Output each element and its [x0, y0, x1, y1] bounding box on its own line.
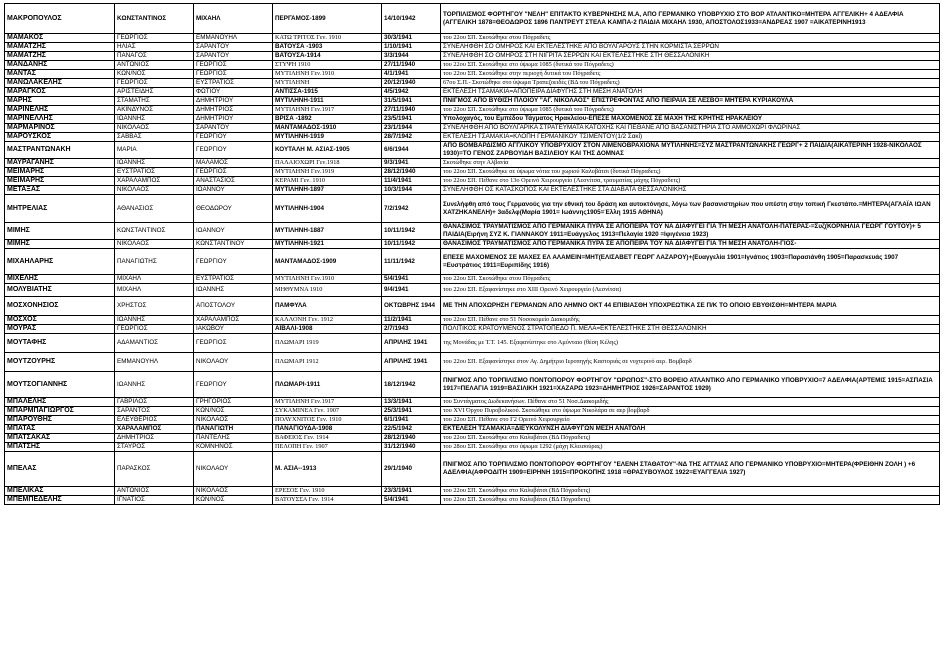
- first-name-cell: ΑΝΤΩΝΙΟΣ: [115, 487, 194, 496]
- description-cell: του 22ου ΣΠ. Εξαφανίστηκε στον Αγ. Δημήτριο Ιεροπηγής Καστοριάς σε νυχτερινό αερ. Βομβαρδ: [441, 353, 940, 372]
- table-row: [5, 443, 940, 452]
- first-name-cell: ΙΩΑΝΝΗΣ: [115, 316, 194, 325]
- date-cell: 6/1/1941: [382, 416, 441, 425]
- father-name-cell: ΠΑΝΤΕΛΗΣ: [194, 434, 273, 443]
- description-cell: ΠΝΙΓΜΟΣ ΑΠΟ ΤΟΡΠΙΛΙΣΜΟ ΠΟΝΤΟΠΟΡΟΥ ΦΟΡΤΗΓΟΥ "ΩΡΩΠΟΣ"-ΣΤΟ ΒΟΡΕΙΟ ΑΤΛΑΝΤΙΚΟ ΑΠΟ ΓΕΡΜΑΝΙΚΟ ΥΠΟΒΡΥΧΙΟ=7 ΑΔΕΛΦΙΑ(ΑΡΤΕΜΙΣ 1915=ΑΣΠΑΣΙΑ 1917=ΠΕΛΑΓΙΑ 1919=ΒΑΣΙΛΙΚΗ 1921=ΧΑΖΑΡΩ 1923=ΔΗΜΗΤΡΙΟΣ 1926=ΣΑΡΑΝΤΟΣ 1929): [441, 372, 940, 398]
- birthplace-cell: ΜΗΘΥΜΝΑ 1910: [273, 284, 382, 297]
- table-row: [5, 434, 940, 443]
- father-name-cell: ΓΕΩΡΓΙΟΣ: [194, 168, 273, 177]
- surname-cell: ΜΑΡΙΝΕΛΗΣ: [5, 106, 115, 115]
- birthplace-cell: ΚΕΡΑΜΙ Γεν. 1910: [273, 177, 382, 186]
- description-cell: του 22ου ΣΠ. Σκοτώθηκε στου Πόγραδετς: [441, 34, 940, 43]
- father-name-cell: ΓΕΩΡΓΙΟΥ: [194, 249, 273, 275]
- surname-cell: ΜΗΤΡΕΛΙΑΣ: [5, 195, 115, 223]
- description-cell: ΠΟΛΙΤΙΚΟΣ ΚΡΑΤΟΥΜΕΝΟΣ ΣΤΡΑΤΟΠΕΔΟ Π. ΜΕΛΑ=ΕΚΤΕΛΕΣΤΗΚΕ ΣΤΗ ΘΕΣΣΑΛΟΝΙΚΗ: [441, 325, 940, 334]
- birthplace-cell: ΒΑΤΟΥΣΑ-1914: [273, 52, 382, 61]
- father-name-cell: ΓΕΩΡΓΙΟΣ: [194, 70, 273, 79]
- description-cell: ΜΕ ΤΗΝ ΑΠΟΧΩΡΗΣΗ ΓΕΡΜΑΝΩΝ ΑΠΟ ΛΗΜΝΟ ΟΚΤ 44 ΕΠΙΒΙΑΣΘΗ ΥΠΟΧΡΕΩΤΙΚΑ ΣΕ Π/Κ ΤΟ ΟΠΟΙΟ ΕΒΥΘΙΣΘΗ=ΜΗΤΕΡΑ ΜΑΡΙΑ: [441, 297, 940, 316]
- first-name-cell: ΓΕΩΡΓΙΟΣ: [115, 34, 194, 43]
- surname-cell: ΜΑΡΟΥΣΚΟΣ: [5, 133, 115, 142]
- date-cell: 31/5/1941: [382, 97, 441, 106]
- birthplace-cell: ΠΛΩΜΑΡΙ 1919: [273, 334, 382, 353]
- description-cell: του 22ου ΣΠ. Σκοτώθηκε στου Πόγραδετς: [441, 275, 940, 284]
- first-name-cell: ΝΙΚΟΛΑΟΣ: [115, 240, 194, 249]
- table-row: [5, 297, 940, 316]
- table-row: [5, 452, 940, 487]
- birthplace-cell: ΜΥΤΙΛΗΝΗ Γεν.1917: [273, 398, 382, 407]
- father-name-cell: ΓΕΩΡΓΙΟΥ: [194, 133, 273, 142]
- first-name-cell: ΑΘΑΝΑΣΙΟΣ: [115, 195, 194, 223]
- birthplace-cell: ΜΥΤΙΛΗΝΗ-1904: [273, 195, 382, 223]
- father-name-cell: ΝΙΚΟΛΑΟΥ: [194, 452, 273, 487]
- description-cell: του 22ου ΣΠ. Σκοτώθηκε στο ύψωμα 1085 (δυτικά του Πόγραδετς): [441, 61, 940, 70]
- description-cell: του 22ου ΣΠ. Σκοτώθηκε στο ύψωμα 1085 (δυτικά του Πόγραδετς): [441, 106, 940, 115]
- birthplace-cell: ΜΥΤΙΛΗΝΗ-1897: [273, 186, 382, 195]
- date-cell: 7/2/1942: [382, 195, 441, 223]
- surname-cell: ΜΠΕΜΠΕΔΕΛΗΣ: [5, 496, 115, 505]
- birthplace-cell: ΜΥΤΙΛΗΝΗ-1919: [273, 133, 382, 142]
- father-name-cell: ΧΑΡΑΛΑΜΠΟΣ: [194, 316, 273, 325]
- birthplace-cell: ΜΥΤΙΛΗΝΗ-1921: [273, 240, 382, 249]
- surname-cell: ΜΑΝΩΛΑΚΕΛΗΣ: [5, 79, 115, 88]
- birthplace-cell: ΜΥΤΙΛΗΝΗ-1911: [273, 97, 382, 106]
- first-name-cell: ΚΩΝ/ΝΟΣ: [115, 70, 194, 79]
- father-name-cell: ΑΝΑΣΤΑΣΙΟΣ: [194, 177, 273, 186]
- father-name-cell: ΕΜΜΑΝΟΥΗΛ: [194, 34, 273, 43]
- date-cell: 27/11/1940: [382, 106, 441, 115]
- date-cell: 11/2/1941: [382, 316, 441, 325]
- father-name-cell: ΙΑΚΩΒΟΥ: [194, 325, 273, 334]
- table-row: [5, 353, 940, 372]
- father-name-cell: ΚΟΜΝΗΝΟΣ: [194, 443, 273, 452]
- table-row: [5, 177, 940, 186]
- date-cell: 28/12/1940: [382, 434, 441, 443]
- first-name-cell: ΑΡΙΣΤΕΙΔΗΣ: [115, 88, 194, 97]
- surname-cell: ΜΑΚΡΟΠΟΥΛΟΣ: [5, 4, 115, 34]
- date-cell: ΑΠΡΙΛΗΣ 1941: [382, 334, 441, 353]
- table-row: [5, 316, 940, 325]
- description-cell: ΣΥΝΕΛΗΦΘΗ ΟΣ ΚΑΤΑΣΚΟΠΟΣ ΚΑΙ ΕΚΤΕΛΕΣΤΗΚΕ ΣΤΑ ΔΙΑΒΑΤΑ ΘΕΣΣΑΛΟΝΙΚΗΣ: [441, 186, 940, 195]
- birthplace-cell: ΜΥΤΙΛΗΝΗ Γεν.1917: [273, 106, 382, 115]
- description-cell: του 22ου ΣΠ. Πέθανε στο 51 Νοσοκομείο Διακομιδής: [441, 316, 940, 325]
- father-name-cell: ΦΩΤΙΟΥ: [194, 88, 273, 97]
- first-name-cell: ΕΜΜΑΝΟΥΗΛ: [115, 353, 194, 372]
- surname-cell: ΜΠΑΛΕΛΗΣ: [5, 398, 115, 407]
- table-row: [5, 159, 940, 168]
- date-cell: 29/1/1940: [382, 452, 441, 487]
- records-table: [4, 3, 940, 505]
- birthplace-cell: ΜΑΝΤΑΜΑΔΟΣ-1910: [273, 124, 382, 133]
- father-name-cell: ΕΥΣΤΡΑΤΙΟΣ: [194, 275, 273, 284]
- father-name-cell: ΠΑΝΑΓΙΩΤΗ: [194, 425, 273, 434]
- table-row: [5, 70, 940, 79]
- birthplace-cell: ΠΛΩΜΑΡΙ 1912: [273, 353, 382, 372]
- date-cell: 4/5/1942: [382, 88, 441, 97]
- first-name-cell: ΠΑΝΑΓΟΣ: [115, 52, 194, 61]
- surname-cell: ΜΠΑΤΣΗΣ: [5, 443, 115, 452]
- father-name-cell: ΝΙΚΟΛΑΟΣ: [194, 416, 273, 425]
- father-name-cell: ΙΩΑΝΝΟΥ: [194, 186, 273, 195]
- date-cell: 23/3/1941: [382, 487, 441, 496]
- birthplace-cell: ΚΟΥΤΑΛΗ Μ. ΑΣΙΑΣ-1905: [273, 142, 382, 159]
- date-cell: 5/4/1941: [382, 496, 441, 505]
- birthplace-cell: ΜΥΤΙΛΗΝΗ: [273, 79, 382, 88]
- father-name-cell: ΝΙΚΟΛΑΟΣ: [194, 487, 273, 496]
- date-cell: ΟΚΤΩΒΡΗΣ 1944: [382, 297, 441, 316]
- table-row: [5, 52, 940, 61]
- date-cell: 18/12/1942: [382, 372, 441, 398]
- table-row: [5, 115, 940, 124]
- description-cell: του 22ου ΣΠ. Σκοτώθηκε στο Καλυβάτσι (ΒΔ Πόγραδετς): [441, 487, 940, 496]
- birthplace-cell: ΒΡΙΣΑ -1892: [273, 115, 382, 124]
- table-row: [5, 97, 940, 106]
- date-cell: 13/3/1941: [382, 398, 441, 407]
- birthplace-cell: ΠΕΡΓΑΜΟΣ-1899: [273, 4, 382, 34]
- description-cell: του 22ου ΣΠ. Σκοτώθηκε σε ύψωμα νότια του χωριού Καλυβάτσι (δυτικά Πόγραδετς): [441, 168, 940, 177]
- table-row: [5, 407, 940, 416]
- first-name-cell: ΓΑΒΡΙΛΟΣ: [115, 398, 194, 407]
- father-name-cell: ΜΑΛΑΜΟΣ: [194, 159, 273, 168]
- table-row: [5, 240, 940, 249]
- description-cell: του Συντάγματος Δωδεκανήσων. Πέθανε στο 51 Νοσ.Διακομιδής: [441, 398, 940, 407]
- birthplace-cell: ΠΑΝΑΓΙΟΥΔΑ-1908: [273, 425, 382, 434]
- surname-cell: ΜΕΙΜΑΡΗΣ: [5, 177, 115, 186]
- surname-cell: ΜΟΥΡΑΣ: [5, 325, 115, 334]
- table-row: [5, 124, 940, 133]
- father-name-cell: ΔΗΜΗΤΡΙΟΥ: [194, 97, 273, 106]
- surname-cell: ΜΙΜΗΣ: [5, 223, 115, 240]
- first-name-cell: ΓΕΩΡΓΙΟΣ: [115, 79, 194, 88]
- description-cell: ΕΚΤΕΛΕΣΗ ΤΣΑΜΑΚΙΑ=ΔΙΕΥΚΟΛΥΝΣΗ ΔΙΑΦΥΓΩΝ ΜΕΣΗ ΑΝΑΤΟΛΗ: [441, 425, 940, 434]
- description-cell: της Μονάδας με Τ.Τ. 145. Εξαφανίστηκε στο Αμύνταιο (θέση Κέλης): [441, 334, 940, 353]
- first-name-cell: ΑΚΙΝΔΥΝΟΣ: [115, 106, 194, 115]
- birthplace-cell: ΒΑΤΟΥΣΣΑ Γεν. 1914: [273, 496, 382, 505]
- father-name-cell: ΔΗΜΗΤΡΙΟΣ: [194, 106, 273, 115]
- table-row: [5, 79, 940, 88]
- first-name-cell: ΣΑΡΑΝΤΟΣ: [115, 407, 194, 416]
- date-cell: 30/3/1941: [382, 34, 441, 43]
- date-cell: 3/3/1944: [382, 52, 441, 61]
- date-cell: 4/1/1941: [382, 70, 441, 79]
- father-name-cell: ΜΙΧΑΗΛ: [194, 4, 273, 34]
- surname-cell: ΜΑΡΗΣ: [5, 97, 115, 106]
- table-row: [5, 416, 940, 425]
- first-name-cell: ΗΛΙΑΣ: [115, 43, 194, 52]
- surname-cell: ΜΑΡΑΓΚΟΣ: [5, 88, 115, 97]
- date-cell: 25/3/1941: [382, 407, 441, 416]
- surname-cell: ΜΑΜΑΚΟΣ: [5, 34, 115, 43]
- description-cell: του 22ου ΣΠ. Σκοτώθηκε στο Καλυβάτσι (ΒΔ Πόγραδετς): [441, 496, 940, 505]
- father-name-cell: ΔΗΜΗΤΡΙΟΥ: [194, 115, 273, 124]
- first-name-cell: ΑΔΑΜΑΝΤΙΟΣ: [115, 334, 194, 353]
- birthplace-cell: ΠΛΩΜΑΡΙ-1911: [273, 372, 382, 398]
- surname-cell: ΜΠΑΡΜΠΑΓΙΩΡΓΟΣ: [5, 407, 115, 416]
- description-cell: ΘΑΝΑΣΙΜΟΣ ΤΡΑΥΜΑΤΙΣΜΟΣ ΑΠΟ ΓΕΡΜΑΝΙΚΑ ΠΥΡΑ ΣΕ ΑΠΟΠΕΙΡΑ ΤΟΥ ΝΑ ΔΙΑΦΥΓΕΙ ΓΙΑ ΤΗ ΜΕΣΗ ΑΝΑΤΟΛΗ-ΠΑΤΕΡΑΣ-=Συζ(ΚΟΡΝΗΛΙΑ ΓΕΩΡΓ ΓΟΥΤΟΥ)+ 5 ΠΑΙΔΙΑ(Ειρήνη ΣΥΖ Κ. ΓΙΑΝΝΑΚΟΥ 1911=Ευάγγελος 1913=Πελαγία 1920 =Ιφιγένεια 1923): [441, 223, 940, 240]
- first-name-cell: ΙΩΑΝΝΗΣ: [115, 115, 194, 124]
- table-row: [5, 195, 940, 223]
- table-row: [5, 425, 940, 434]
- father-name-cell: ΣΑΡΑΝΤΟΥ: [194, 124, 273, 133]
- first-name-cell: ΙΩΑΝΝΗΣ: [115, 159, 194, 168]
- table-row: [5, 372, 940, 398]
- birthplace-cell: ΒΑΤΟΥΣΑ -1903: [273, 43, 382, 52]
- first-name-cell: ΚΩΝΣΤΑΝΤΙΝΟΣ: [115, 4, 194, 34]
- birthplace-cell: ΣΥΚΑΜΙΝΕΑ Γεν. 1907: [273, 407, 382, 416]
- surname-cell: ΜΟΥΤΑΦΗΣ: [5, 334, 115, 353]
- description-cell: ΕΚΤΕΛΕΣΗ ΤΣΑΜΑΚΙΑ=ΚΛΟΠΗ ΓΕΡΜΑΝΙΚΟΥ ΤΣΙΜΕΝΤΟΥ(1/2 Σακί): [441, 133, 940, 142]
- birthplace-cell: ΚΑΤΩ ΤΡΙΤΟΣ Γεν. 1910: [273, 34, 382, 43]
- birthplace-cell: ΣΤΥΨΗ 1910: [273, 61, 382, 70]
- records-table-body: [5, 4, 940, 505]
- first-name-cell: ΙΩΑΝΝΗΣ: [115, 372, 194, 398]
- father-name-cell: ΙΩΑΝΝΗΣ: [194, 284, 273, 297]
- table-row: [5, 133, 940, 142]
- description-cell: του 22ου ΣΠ. Σκοτώθηκε στο Καλυβάτσι (ΒΔ Πόγραδετς): [441, 434, 940, 443]
- date-cell: 28/7/1942: [382, 133, 441, 142]
- description-cell: ΣΥΝΕΛΗΦΘΗ ΣΟ ΟΜΗΡΟΣ ΣΤΗ ΝΙΓΡΙΤΑ ΣΕΡΡΩΝ ΚΑΙ ΕΚΤΕΛΕΣΤΗΚΕ ΣΤΗ ΘΕΣΣΑΛΟΝΙΚΗ: [441, 52, 940, 61]
- date-cell: 14/10/1942: [382, 4, 441, 34]
- date-cell: 23/5/1941: [382, 115, 441, 124]
- description-cell: ΤΟΡΠΙΛΙΣΜΟΣ ΦΟΡΤΗΓΟΥ "ΝΕΛΗ" ΕΠΙΤΑΚΤΟ ΚΥΒΕΡΝΗΣΗΣ Μ.Α, ΑΠΟ ΓΕΡΜΑΝΙΚΟ ΥΠΟΒΡΥΧΙΟ ΣΤΟ ΒΟΡ ΑΤΛΑΝΤΙΚΟ=ΜΗΤΕΡΑ ΑΓΓΕΛΙΚΗ+ 4 ΑΔΕΛΦΙΑ (ΑΓΓΕΛΙΚΗ 1878=ΘΕΟΔΩΡΟΣ 1896 ΠΑΝΤΡΕΥΤ ΣΤΕΛΑ ΚΑΜΠΑ-2 ΠΑΙΔΙΑ ΜΙΧΑΗΛ 1930, ΑΠΟΣΤΟΛΟΣ1933=ΑΝΔΡΕΑΣ 1907 =ΑΙΚΑΤΕΡΙΝΗ1913: [441, 4, 940, 34]
- surname-cell: ΜΑΡΜΑΡΙΝΟΣ: [5, 124, 115, 133]
- description-cell: ΣΥΝΕΛΗΦΘΗ ΑΠΟ ΒΟΥΛΓΑΡΙΚΑ ΣΤΡΑΤΕΥΜΑΤΑ ΚΑΤΟΧΗΣ ΚΑΙ ΠΕΘΑΝΕ ΑΠΟ ΒΑΣΑΝΙΣΤΗΡΙΑ ΣΤΟ ΑΜΜΟΧΩΡΙ ΦΛΩΡΙΝΑΣ: [441, 124, 940, 133]
- surname-cell: ΜΟΥΤΖΟΥΡΗΣ: [5, 353, 115, 372]
- surname-cell: ΜΑΣΤΡΑΝΤΩΝΑΚΗ: [5, 142, 115, 159]
- surname-cell: ΜΑΜΑΤΖΗΣ: [5, 43, 115, 52]
- father-name-cell: ΝΙΚΟΛΑΟΥ: [194, 353, 273, 372]
- date-cell: 10/11/1942: [382, 223, 441, 240]
- table-row: [5, 186, 940, 195]
- date-cell: 22/5/1942: [382, 425, 441, 434]
- father-name-cell: ΚΩΝ/ΝΟΣ: [194, 407, 273, 416]
- description-cell: Σκοτώθηκε στην Αλβανία: [441, 159, 940, 168]
- description-cell: του 22ου ΣΠ. Πέθανε στο Γ2 Ορεινό Χειρουργείο: [441, 416, 940, 425]
- surname-cell: ΜΠΑΤΣΑΚΑΣ: [5, 434, 115, 443]
- date-cell: 11/11/1942: [382, 249, 441, 275]
- table-row: [5, 334, 940, 353]
- father-name-cell: ΙΩΑΝΝΟΥ: [194, 223, 273, 240]
- date-cell: 2/7/1943: [382, 325, 441, 334]
- birthplace-cell: ΒΑΦΕΙΟΣ Γεν. 1914: [273, 434, 382, 443]
- date-cell: 27/11/1940: [382, 61, 441, 70]
- birthplace-cell: ΚΑΛΛΟΝΗ Γεν. 1912: [273, 316, 382, 325]
- father-name-cell: ΘΕΟΔΩΡΟΥ: [194, 195, 273, 223]
- surname-cell: ΜΕΤΑΞΑΣ: [5, 186, 115, 195]
- date-cell: 31/12/1940: [382, 443, 441, 452]
- father-name-cell: ΣΑΡΑΝΤΟΥ: [194, 43, 273, 52]
- first-name-cell: ΙΓΝΑΤΙΟΣ: [115, 496, 194, 505]
- father-name-cell: ΚΩΝΣΤΑΝΤΙΝΟΥ: [194, 240, 273, 249]
- surname-cell: ΜΑΝΤΑΣ: [5, 70, 115, 79]
- surname-cell: ΜΟΥΤΣΟΓΙΑΝΝΗΣ: [5, 372, 115, 398]
- father-name-cell: ΑΠΟΣΤΟΛΟΥ: [194, 297, 273, 316]
- birthplace-cell: ΑΪΒΑΛΙ-1908: [273, 325, 382, 334]
- father-name-cell: ΓΕΩΡΓΙΟΣ: [194, 61, 273, 70]
- description-cell: ΘΑΝΑΣΙΜΟΣ ΤΡΑΥΜΑΤΙΣΜΟΣ ΑΠΟ ΓΕΡΜΑΝΙΚΑ ΠΥΡΑ ΣΕ ΑΠΟΠΕΙΡΑ ΤΟΥ ΝΑ ΔΙΑΦΥΓΕΙ ΓΙΑ ΤΗ ΜΕΣΗ ΑΝΑΤΟΛΗ-ΓΙΟΣ-: [441, 240, 940, 249]
- first-name-cell: ΝΙΚΟΛΑΟΣ: [115, 124, 194, 133]
- table-row: [5, 496, 940, 505]
- table-row: [5, 223, 940, 240]
- description-cell: ΕΚΤΕΛΕΣΗ ΤΣΑΜΑΚΙΑ=ΑΠΟΠΕΙΡΑ ΔΙΑΦΥΓΗΣ ΣΤΗ ΜΕΣΗ ΑΝΑΤΟΛΗ: [441, 88, 940, 97]
- surname-cell: ΜΕΙΜΑΡΗΣ: [5, 168, 115, 177]
- description-cell: ΑΠΟ ΒΟΜΒΑΡΔΙΣΜΟ ΑΓΓΛΙΚΟΥ ΥΠΟΒΡΥΧΙΟΥ ΣΤΟΝ ΛΙΜΕΝΟΒΡΑΧΙΟΝΑ ΜΥΤΙΛΗΝΗΣ=ΣΥΖ ΜΑΣΤΡΑΝΤΩΝΑΚΗΣ ΓΕΩΡΓ+ 2 ΠΑΙΔΙΑ(ΑΙΚΑΤΕΡΙΝΗ 1928-ΝΙΚΟΛΑΟΣ 1930)=ΤΟ ΓΕΝΟΣ ΖΑΡΒΟΥΙΔΗ ΒΑΣΙΛΕΙΟΥ ΚΑΙ ΤΗΣ ΔΟΜΝΑΣ: [441, 142, 940, 159]
- date-cell: 11/4/1941: [382, 177, 441, 186]
- table-row: [5, 43, 940, 52]
- date-cell: 1/10/1941: [382, 43, 441, 52]
- description-cell: ΣΥΝΕΛΗΦΘΗ ΣΟ ΟΜΗΡΟΣ ΚΑΙ ΕΚΤΕΛΕΣΤΗΚΕ ΑΠΟ ΒΟΥΛΓΑΡΟΥΣ ΣΤΗΝ ΚΟΡΜΙΣΤΑ ΣΕΡΡΩΝ: [441, 43, 940, 52]
- birthplace-cell: ΕΡΕΣΟΣ Γεν. 1910: [273, 487, 382, 496]
- date-cell: 6/6/1944: [382, 142, 441, 159]
- birthplace-cell: ΑΝΤΙΣΣΑ-1915: [273, 88, 382, 97]
- first-name-cell: ΠΑΡΑΣΚΟΣ: [115, 452, 194, 487]
- father-name-cell: ΚΩΝ/ΝΟΣ: [194, 496, 273, 505]
- surname-cell: ΜΟΣΧΟΣ: [5, 316, 115, 325]
- table-row: [5, 142, 940, 159]
- first-name-cell: ΜΙΧΑΗΛ: [115, 275, 194, 284]
- table-row: [5, 4, 940, 34]
- birthplace-cell: ΠΑΛΑΙΟΧΩΡΙ Γεν.1918: [273, 159, 382, 168]
- description-cell: του 28ου ΣΠ. Σκοτώθηκε στο ύψωμα 1292 (μάχη Κλεισούρας): [441, 443, 940, 452]
- date-cell: 5/4/1941: [382, 275, 441, 284]
- surname-cell: ΜΑΥΡΑΓΑΝΗΣ: [5, 159, 115, 168]
- table-row: [5, 275, 940, 284]
- birthplace-cell: ΠΑΜΦΥΛΑ: [273, 297, 382, 316]
- first-name-cell: ΣΑΒΒΑΣ: [115, 133, 194, 142]
- birthplace-cell: ΜΑΝΤΑΜΑΔΟΣ-1909: [273, 249, 382, 275]
- date-cell: 10/3/1944: [382, 186, 441, 195]
- birthplace-cell: ΜΥΤΙΛΗΝΗ Γεν.1919: [273, 168, 382, 177]
- date-cell: 9/3/1941: [382, 159, 441, 168]
- description-cell: ΕΠΕΣΕ ΜΑΧΟΜΕΝΟΣ ΣΕ ΜΑΧΕΣ ΕΛ ΑΛΑΜΕΙΝ=ΜΗΤ(ΕΛΙΣΑΒΕΤ ΓΕΩΡΓ ΛΑΖΑΡΟΥ)+(Ευαγγελία 1901=Ιγνάτιος 1903=Παρασιάνθη 1905=Παρασκευάς 1907 =Ευστράτιος 1911=Ευριπίδης 1916): [441, 249, 940, 275]
- father-name-cell: ΣΑΡΑΝΤΟΥ: [194, 52, 273, 61]
- birthplace-cell: ΜΥΤΙΛΗΝΗ Γεν.1910: [273, 275, 382, 284]
- first-name-cell: ΣΤΑΜΑΤΗΣ: [115, 97, 194, 106]
- birthplace-cell: ΜΥΤΙΛΗΝΗ Γεν.1910: [273, 70, 382, 79]
- surname-cell: ΜΙΧΕΛΗΣ: [5, 275, 115, 284]
- surname-cell: ΜΠΕΛΑΣ: [5, 452, 115, 487]
- description-cell: του 22ου ΣΠ. Σκοτώθηκε στην περιοχή δυτικά του Πόγραδετς: [441, 70, 940, 79]
- table-row: [5, 325, 940, 334]
- table-row: [5, 34, 940, 43]
- description-cell: ΠΝΙΓΜΟΣ ΑΠΟ ΒΥΘΙΣΗ ΠΛΟΙΟΥ "ΑΓ. ΝΙΚΟΛΑΟΣ" ΕΠΙΣΤΡΕΦΟΝΤΑΣ ΑΠΟ ΠΕΙΡΑΙΑ ΣΕ ΛΕΣΒΟ= ΜΗΤΕΡΑ ΚΥΡΙΑΚΟΥΛΑ: [441, 97, 940, 106]
- description-cell: Υπολοχαγός, του Εμπέδου Τάγματος Ηρακλείου-ΕΠΕΣΕ ΜΑΧΟΜΕΝΟΣ ΣΕ ΜΑΧΗ ΤΗΣ ΚΡΗΤΗΣ ΗΡΑΚΛΕΙΟΥ: [441, 115, 940, 124]
- surname-cell: ΜΙΜΗΣ: [5, 240, 115, 249]
- description-cell: του ΧVΙ Όρχου Πυροβολικού. Σκοτώθηκε στο ύψωμα Νικολάρα σε αερ βομβαρδ: [441, 407, 940, 416]
- first-name-cell: ΠΑΝΑΓΙΩΤΗΣ: [115, 249, 194, 275]
- date-cell: 23/1/1944: [382, 124, 441, 133]
- first-name-cell: ΧΑΡΑΛΑΜΠΟΣ: [115, 425, 194, 434]
- first-name-cell: ΕΥΣΤΡΑΤΙΟΣ: [115, 168, 194, 177]
- date-cell: ΑΠΡΙΛΗΣ 1941: [382, 353, 441, 372]
- description-cell: του 22ου ΣΠ. Εξαφανίστηκε στο ΧΙΙΙ Ορεινό Χειρουργείο (Λεσνίτσα): [441, 284, 940, 297]
- surname-cell: ΜΙΧΑΗΛΑΡΗΣ: [5, 249, 115, 275]
- father-name-cell: ΓΕΩΡΓΙΟΥ: [194, 142, 273, 159]
- first-name-cell: ΚΩΝΣΤΑΝΤΙΝΟΣ: [115, 223, 194, 240]
- first-name-cell: ΕΛΕΥΘΕΡΙΟΣ: [115, 416, 194, 425]
- date-cell: 20/12/1940: [382, 79, 441, 88]
- table-row: [5, 88, 940, 97]
- surname-cell: ΜΠΑΤΑΣ: [5, 425, 115, 434]
- birthplace-cell: ΠΟΛΥΧΝΙΤΟΣ Γεν. 1910: [273, 416, 382, 425]
- table-row: [5, 106, 940, 115]
- date-cell: 9/4/1941: [382, 284, 441, 297]
- first-name-cell: ΑΝΤΩΝΙΟΣ: [115, 61, 194, 70]
- first-name-cell: ΝΙΚΟΛΑΟΣ: [115, 186, 194, 195]
- table-row: [5, 249, 940, 275]
- surname-cell: ΜΟΛΥΒΙΑΤΗΣ: [5, 284, 115, 297]
- father-name-cell: ΓΕΩΡΓΙΟΥ: [194, 372, 273, 398]
- table-row: [5, 487, 940, 496]
- birthplace-cell: Μ. ΑΣΙΑ--1913: [273, 452, 382, 487]
- table-row: [5, 168, 940, 177]
- first-name-cell: ΣΤΑΥΡΟΣ: [115, 443, 194, 452]
- surname-cell: ΜΠΕΛΙΚΑΣ: [5, 487, 115, 496]
- date-cell: 28/12/1940: [382, 168, 441, 177]
- description-cell: ΠΝΙΓΜΟΣ ΑΠΟ ΤΟΡΠΙΛΙΣΜΟ ΠΟΝΤΟΠΟΡΟΥ ΦΟΡΤΗΓΟΥ "ΕΛΕΝΗ ΣΤΑΘΑΤΟΥ"-ΝΔ ΤΗΣ ΑΓΓΛΙΑΣ ΑΠΟ ΓΕΡΜΑΝΙΚΟ ΥΠΟΒΡΥΧΙΟ=ΜΗΤΕΡΑ(ΦΡΕΙΘΗΝ ΖΟΛΗ ) +6 ΑΔΕΛΦΙΑ(ΑΦΡΟΔΙΤΗ 1909=ΕΙΡΗΝΗ 1915=ΠΡΟΚΟΠΗΣ 1918 =ΘΡΑΣΥΒΟΥΛΟΣ 1922=ΕΥΑΓΓΕΛΙΑ 1927): [441, 452, 940, 487]
- description-cell: Συνελήφθη από τους Γερμανούς για την εθνική του δράση και αυτοκτόνησε, λόγω των βασανιστηρίων που υπέστη στην τοπική Γκεστάπο.=ΜΗΤΕΡΑ(ΑΓΛΑΪΑ ΙΩΑΝ ΧΑΤΖΗΚΑΝΕΛΗ)+ 3αδελφ(Μαρία 1901= Ιωάννης1905=Έλλη 1915 ΑΘΗΝΑ): [441, 195, 940, 223]
- table-row: [5, 398, 940, 407]
- surname-cell: ΜΑΡΙΝΕΛΛΗΣ: [5, 115, 115, 124]
- first-name-cell: ΧΑΡΑΛΑΜΠΟΣ: [115, 177, 194, 186]
- surname-cell: ΜΟΣΧΟΝΗΣΙΟΣ: [5, 297, 115, 316]
- first-name-cell: ΜΑΡΙΑ: [115, 142, 194, 159]
- first-name-cell: ΔΗΜΗΤΡΙΟΣ: [115, 434, 194, 443]
- description-cell: του 22ου ΣΠ. Πέθανε στο 13ο Ορεινό Χειρουργείο (Λεσνίτσα, τραυματίας μάχης Πόγραδετς): [441, 177, 940, 186]
- surname-cell: ΜΠΑΡΟΥΘΗΣ: [5, 416, 115, 425]
- first-name-cell: ΧΡΗΣΤΟΣ: [115, 297, 194, 316]
- date-cell: 10/11/1942: [382, 240, 441, 249]
- father-name-cell: ΓΕΩΡΓΙΟΣ: [194, 334, 273, 353]
- first-name-cell: ΓΕΩΡΓΙΟΣ: [115, 325, 194, 334]
- table-row: [5, 61, 940, 70]
- table-row: [5, 284, 940, 297]
- surname-cell: ΜΑΜΑΤΖΗΣ: [5, 52, 115, 61]
- surname-cell: ΜΑΝΔΑΝΗΣ: [5, 61, 115, 70]
- father-name-cell: ΓΡΗΓΟΡΙΟΣ: [194, 398, 273, 407]
- birthplace-cell: ΠΕΛΟΠΗ Γεν. 1907: [273, 443, 382, 452]
- first-name-cell: ΜΙΧΑΗΛ: [115, 284, 194, 297]
- birthplace-cell: ΜΥΤΙΛΗΝΗ-1887: [273, 223, 382, 240]
- father-name-cell: ΕΥΣΤΡΑΤΙΟΣ: [194, 79, 273, 88]
- description-cell: 67ου Σ.Π.- Σκοτώθηκε στο ύψωμα Τραπεζοειδές (ΒΔ του Πόγραδετς): [441, 79, 940, 88]
